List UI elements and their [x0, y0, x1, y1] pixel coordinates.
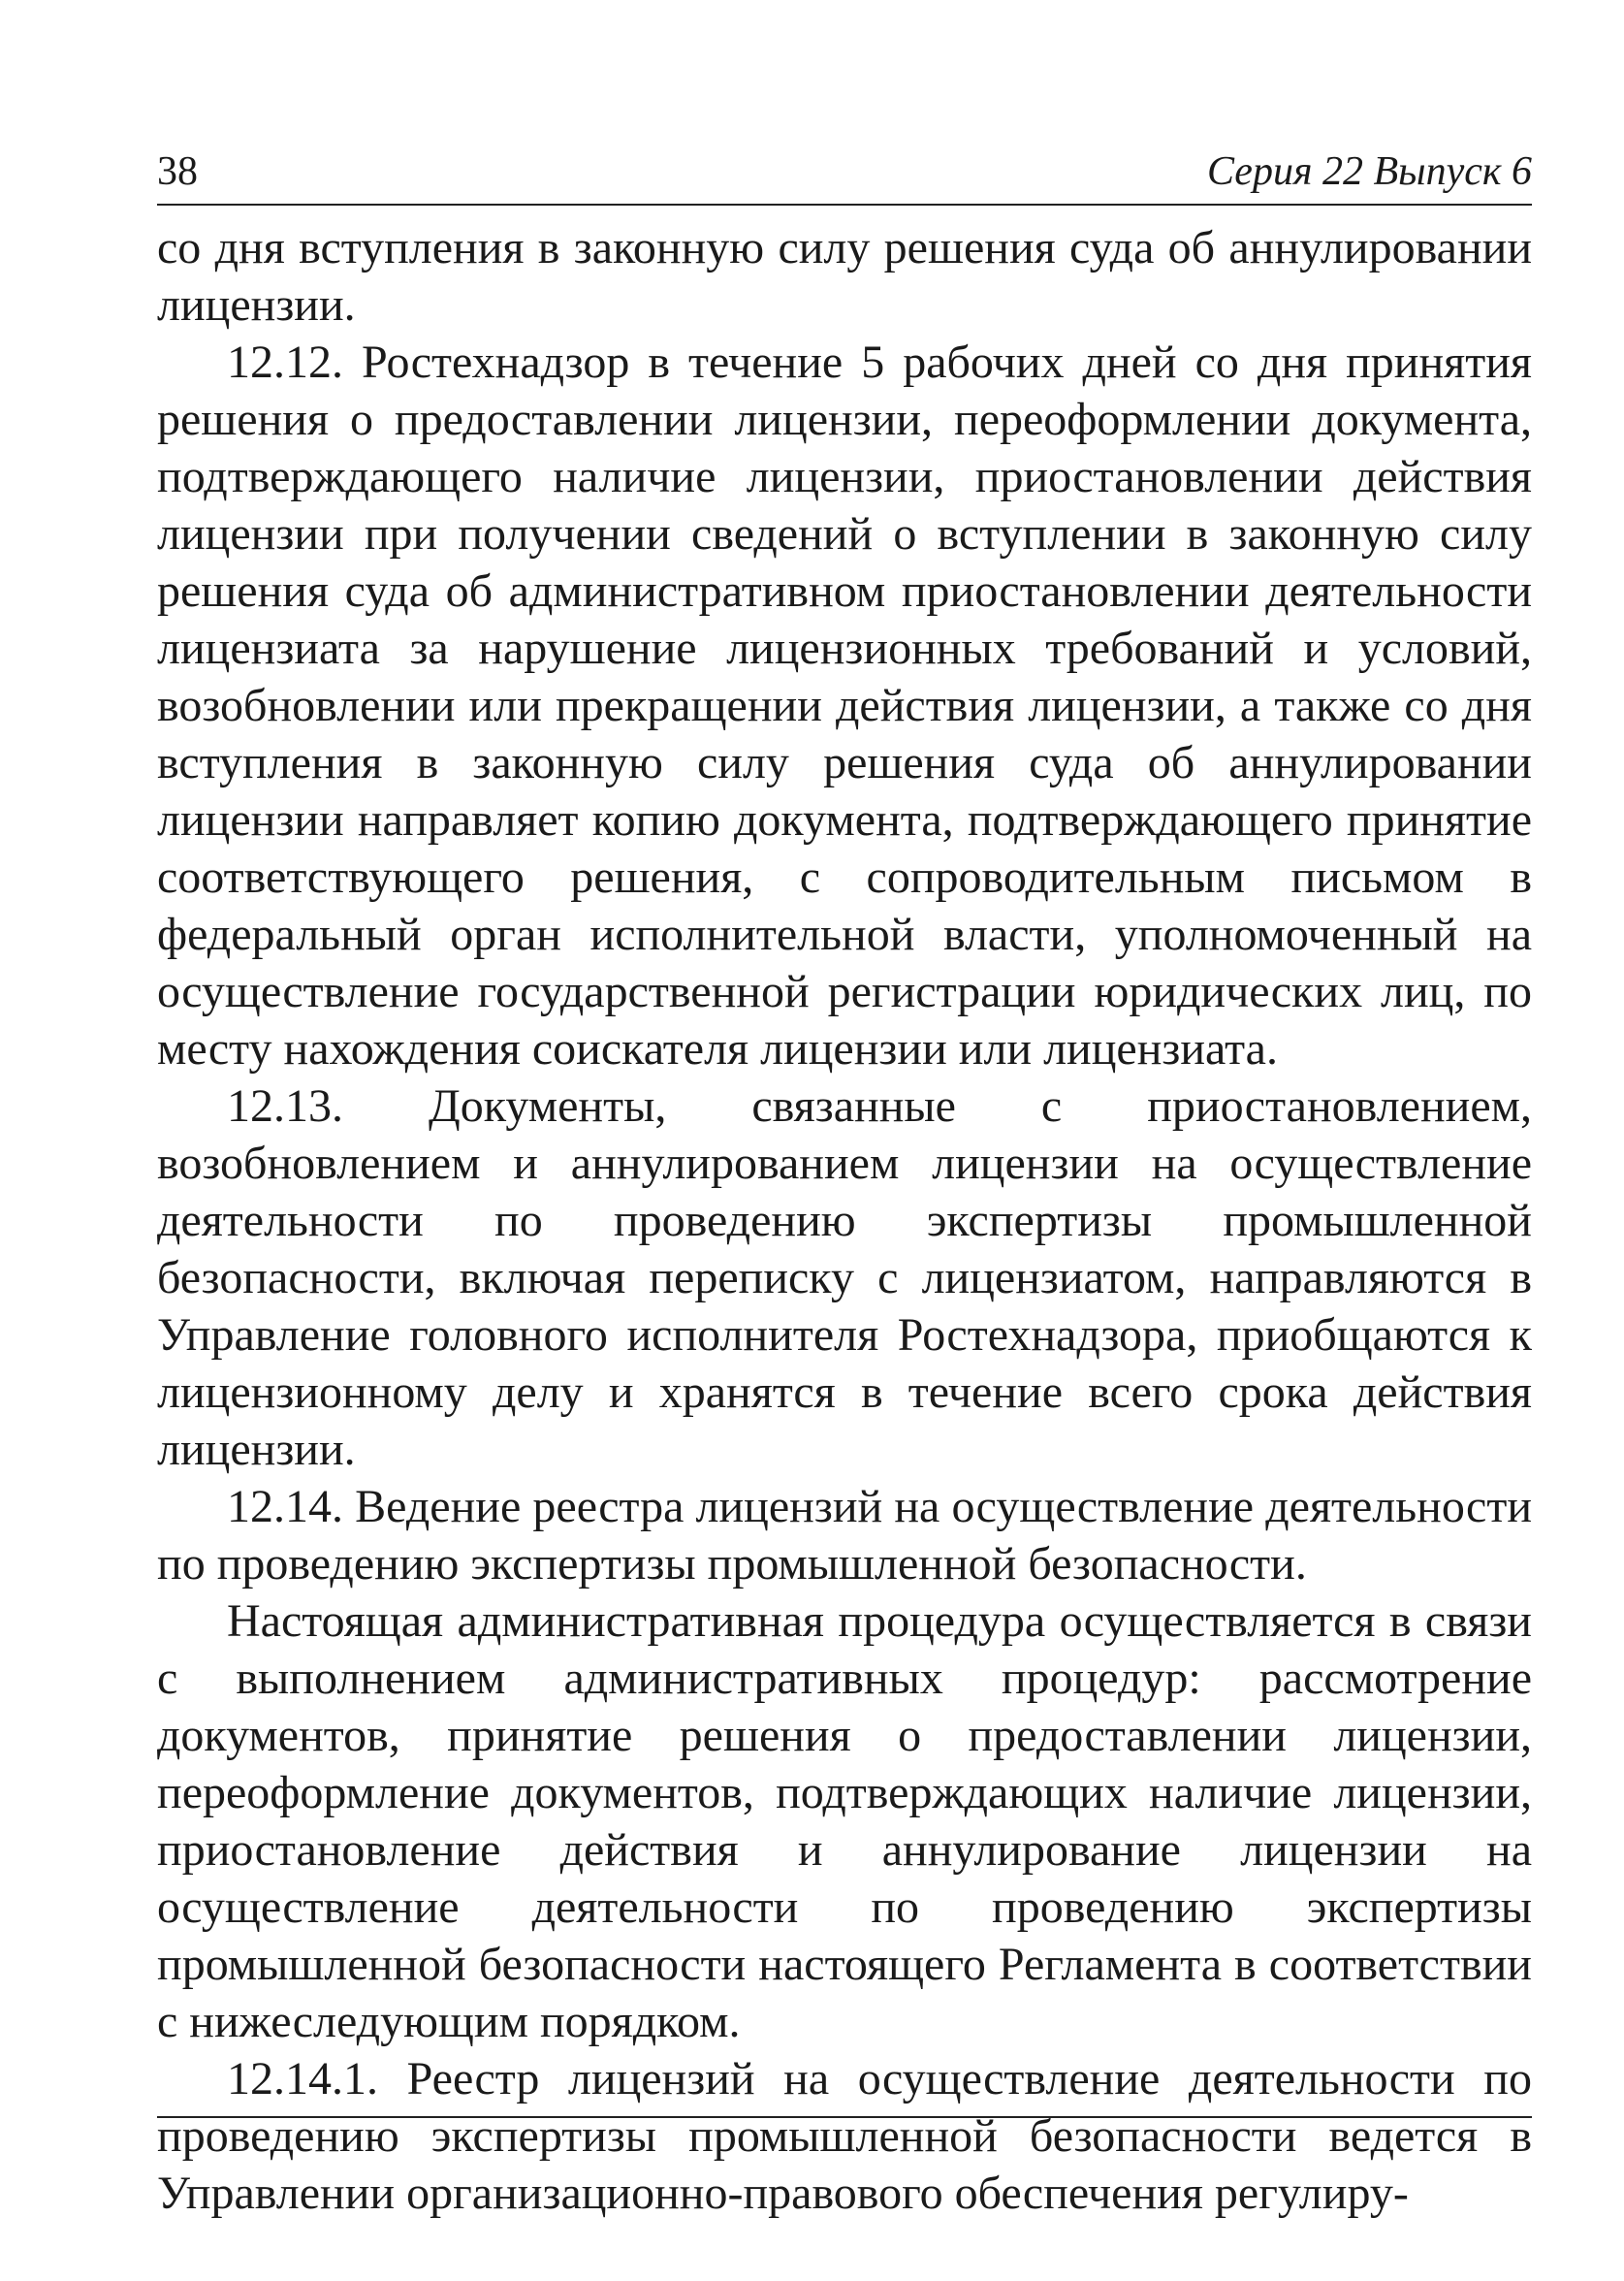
document-page — [157, 144, 1532, 2219]
body-text — [157, 219, 1532, 2222]
paragraph-12-12: 12.12. Ростехнадзор в течение 5 рабочих дней со дня принятия решения о предоставлении лицензии, переоформлении документа, подтверждающего наличие лицензии, приостановлении действия лицензии при получении сведений о вступлении в законную силу решения суда об административном приостановлении деятельности лицензиата за нарушение лицензионных требований и условий, возобновлении или прекращении действия лицензии, а также со дня вступления в законную силу решения суда об аннулировании лицензии направляет копию документа, подтверждающего принятие соответствующего решения, с сопроводительным письмом в федеральный орган исполнительной власти, уполномоченный на осуществление государственной регистрации юридических лиц, по месту нахождения соискателя лицензии или лицензиата. — [157, 337, 1532, 1075]
bottom-rule — [157, 2116, 1532, 2118]
paragraph-12-14: 12.14. Ведение реестра лицензий на осуществление деятельности по проведению экспертизы промышленной безопасности. — [157, 1481, 1532, 1590]
running-header — [157, 144, 1532, 206]
paragraph-continued: со дня вступления в законную силу решения суда об аннулировании лицензии. — [157, 222, 1532, 331]
paragraph-12-13: 12.13. Документы, связанные с приостановлением, возобновлением и аннулированием лицензии на осуществление деятельности по проведению экспертизы промышленной безопасности, включая переписку с лицензиатом, направляются в Управление головного исполнителя Ростехнадзора, приобщаются к лицензионному делу и хранятся в течение всего срока действия лицензии. — [157, 1080, 1532, 1475]
paragraph-procedure: Настоящая административная процедура осуществляется в связи с выполнением административных процедур: рассмотрение документов, принятие решения о предоставлении лицензии, переоформление документов, подтверждающих наличие лицензии, приостановление действия и аннулирование лицензии на осуществление деятельности по проведению экспертизы промышленной безопасности настоящего Регламента в соответствии с нижеследующим порядком. — [157, 1595, 1532, 2047]
series-title: Серия 22 Выпуск 6 — [1207, 149, 1532, 194]
page-number: 38 — [157, 149, 198, 194]
paragraph-12-14-1: 12.14.1. Реестр лицензий на осуществление деятельности по проведению экспертизы промышленной безопасности ведется в Управлении организационно-правового обеспечения регулиру- — [157, 2053, 1532, 2219]
